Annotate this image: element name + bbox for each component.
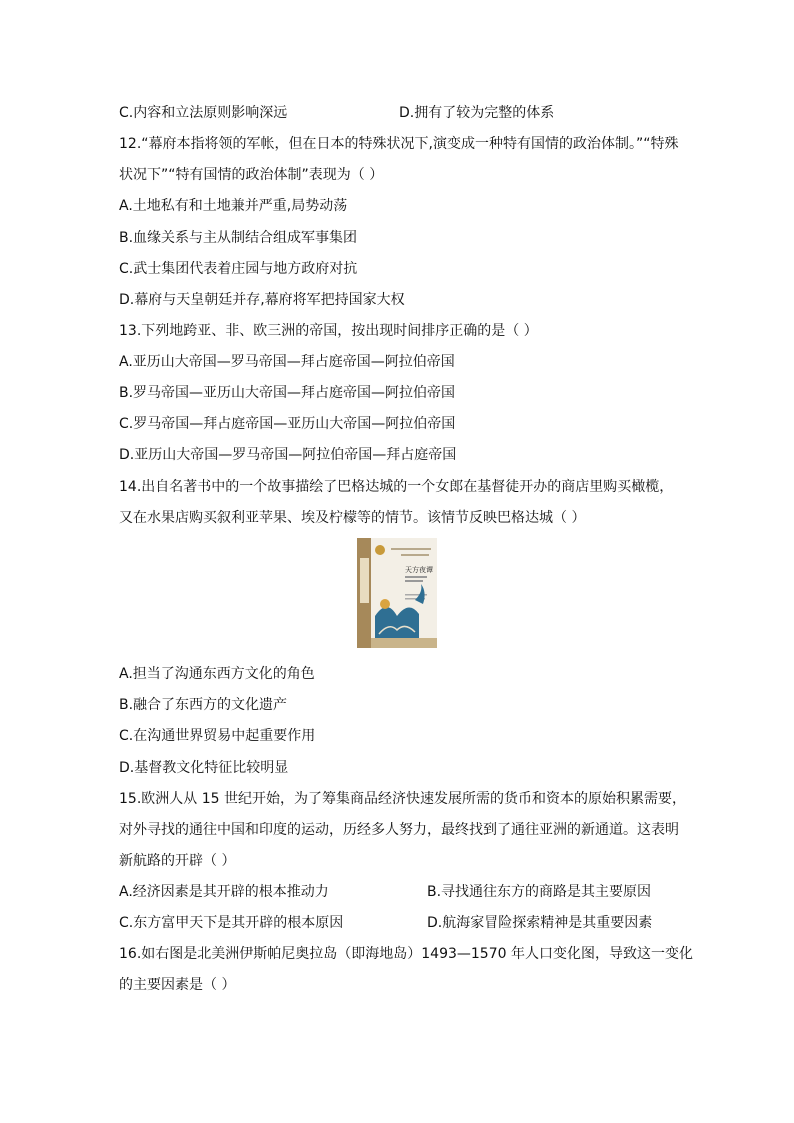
- book-cover-image: [357, 538, 437, 648]
- q14-option-c: C.在沟通世界贸易中起重要作用: [119, 728, 316, 744]
- q15-option-d: D.航海家冒险探索精神是其重要因素: [427, 915, 653, 931]
- q16-stem-line1: 16.如右图是北美洲伊斯帕尼奥拉岛（即海地岛）1493—1570 年人口变化图，导致这一变化: [119, 946, 693, 962]
- q13-option-d: D.亚历山大帝国—罗马帝国—阿拉伯帝国—拜占庭帝国: [119, 447, 457, 463]
- q14-stem-line1: 14.出自名著书中的一个故事描绘了巴格达城的一个女郎在基督徒开办的商店里购买橄榄，: [119, 479, 674, 495]
- q13-stem: 13.下列地跨亚、非、欧三洲的帝国，按出现时间排序正确的是（ ）: [119, 323, 538, 339]
- q14-option-d: D.基督教文化特征比较明显: [119, 760, 289, 776]
- q12-option-d: D.幕府与天皇朝廷并存,幕府将军把持国家大权: [119, 292, 405, 308]
- book-subtitle-line: [405, 576, 427, 578]
- q14-option-b: B.融合了东西方的文化遗产: [119, 697, 288, 713]
- q15-option-a: A.经济因素是其开辟的根本推动力: [119, 884, 329, 900]
- q15-stem-line1: 15.欧洲人从 15 世纪开始，为了筹集商品经济快速发展所需的货币和资本的原始积累需要，: [119, 791, 686, 807]
- q12-option-b: B.血缘关系与主从制结合组成军事集团: [119, 230, 358, 246]
- book-subtitle-line-2: [405, 580, 423, 582]
- q15-option-c: C.东方富甲天下是其开辟的根本原因: [119, 915, 344, 931]
- q15-stem-line3: 新航路的开辟（ ）: [119, 853, 236, 869]
- book-title: 天方夜谭: [405, 566, 433, 574]
- q11-option-d: D.拥有了较为完整的体系: [399, 105, 555, 121]
- q13-option-a: A.亚历山大帝国—罗马帝国—拜占庭帝国—阿拉伯帝国: [119, 354, 455, 370]
- series-line-2: [401, 554, 429, 556]
- publisher-emblem-icon: [375, 545, 385, 555]
- cover-art-figure-icon: [380, 599, 390, 609]
- q14-stem-line2: 又在水果店购买叙利亚苹果、埃及柠檬等的情节。该情节反映巴格达城（ ）: [119, 510, 586, 526]
- q12-option-a: A.土地私有和土地兼并严重,局势动荡: [119, 198, 348, 214]
- q15-option-b: B.寻找通往东方的商路是其主要原因: [427, 884, 652, 900]
- q16-stem-line2: 的主要因素是（ ）: [119, 977, 236, 993]
- q12-option-c: C.武士集团代表着庄园与地方政府对抗: [119, 261, 358, 277]
- series-line: [391, 548, 431, 550]
- q14-option-a: A.担当了沟通东西方文化的角色: [119, 666, 315, 682]
- q11-option-c: C.内容和立法原则影响深远: [119, 105, 288, 121]
- q13-option-c: C.罗马帝国—拜占庭帝国—亚历山大帝国—阿拉伯帝国: [119, 416, 456, 432]
- q15-stem-line2: 对外寻找的通往中国和印度的运动，历经多人努力，最终找到了通往亚洲的新通道。这表明: [119, 822, 679, 838]
- book-bottom-band: [371, 638, 437, 648]
- q12-stem-line1: 12.“幕府本指将领的军帐，但在日本的特殊状况下,演变成一种特有国情的政治体制。”“特殊: [119, 136, 679, 152]
- q13-option-b: B.罗马帝国—亚历山大帝国—拜占庭帝国—阿拉伯帝国: [119, 385, 456, 401]
- spine-title-area: [360, 558, 369, 603]
- q12-stem-line2: 状况下”“特有国情的政治体制”表现为（ ）: [119, 167, 384, 183]
